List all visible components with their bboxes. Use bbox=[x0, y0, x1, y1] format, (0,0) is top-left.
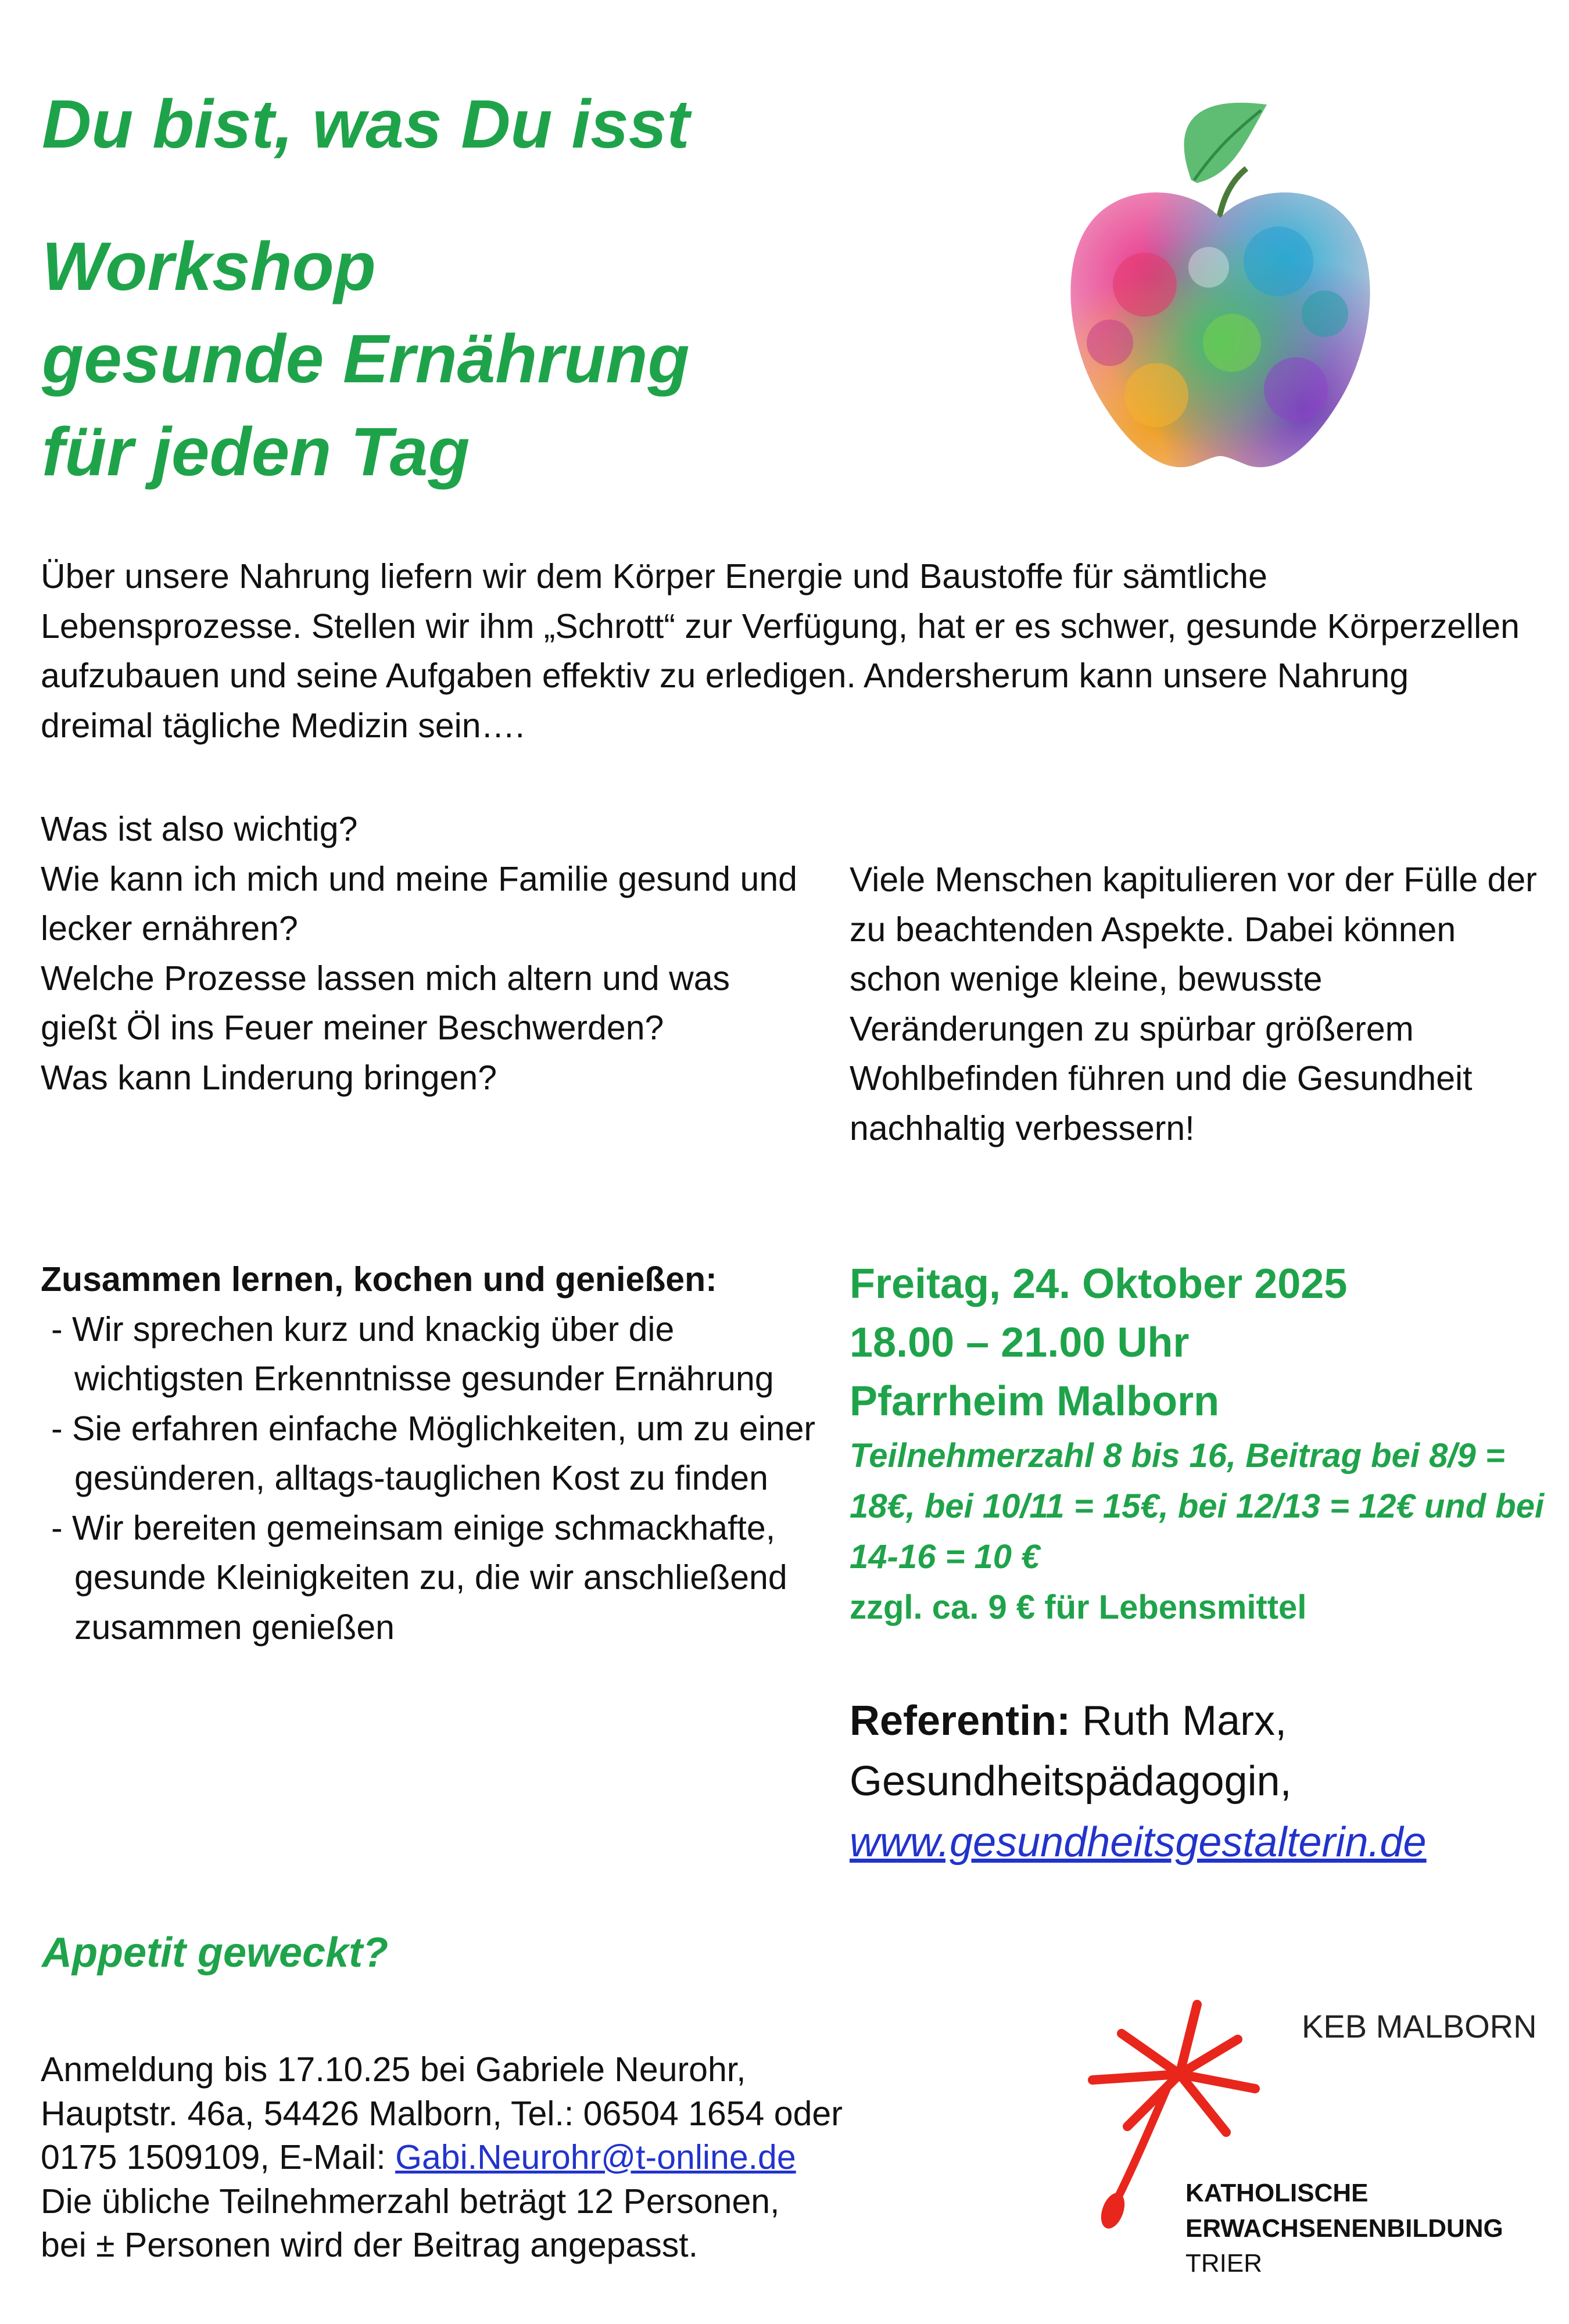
intro-paragraph: Über unsere Nahrung liefern wir dem Körper Energie und Baustoffe für sämtliche Lebensprozesse. Stellen wir ihm „Schrott“ zur Verfügung, hat er es schwer, gesunde Körperzellen aufzubauen und seine Aufgaben effektiv zu erledigen. Andersherum kann unsere Nahrung dreimal tägliche Medizin sein…. bbox=[41, 557, 1520, 745]
question-1: Was ist also wichtig? bbox=[41, 810, 358, 848]
email-link[interactable]: Gabi.Neurohr@t-online.de bbox=[395, 2138, 796, 2177]
organizer-line-2: ERWACHSENENBILDUNG bbox=[1185, 2214, 1503, 2243]
motivation-paragraph: Viele Menschen kapitulieren vor der Fülle der zu beachtenden Aspekte. Dabei können schon wenige kleine, bewusste Veränderungen zu spürbar größerem Wohlbefinden führen und die Gesundheit nachhaltig verbessern! bbox=[850, 860, 1537, 1147]
registration-block bbox=[41, 2048, 1029, 2268]
subtitle-line-1: Workshop bbox=[42, 228, 376, 305]
question-3: Welche Prozesse lassen mich altern und was gießt Öl ins Feuer meiner Beschwerden? bbox=[41, 959, 730, 1048]
content-heading: Zusammen lernen, kochen und genießen: bbox=[41, 1260, 717, 1299]
registration-line-1: Anmeldung bis 17.10.25 bei Gabriele Neurohr, bbox=[41, 2050, 746, 2089]
registration-line-4: Die übliche Teilnehmerzahl beträgt 12 Personen, bbox=[41, 2182, 780, 2221]
content-item-1: - Wir sprechen kurz und knackig über die wichtigsten Erkenntnisse gesunder Ernährung bbox=[51, 1310, 774, 1398]
registration-line-2: Hauptstr. 46a, 54426 Malborn, Tel.: 06504 1654 oder bbox=[41, 2094, 843, 2133]
organizer-line-1: KATHOLISCHE bbox=[1185, 2179, 1369, 2207]
event-place: Pfarrheim Malborn bbox=[850, 1378, 1220, 1425]
workshop-subtitle bbox=[42, 221, 690, 498]
speaker-name: Ruth Marx, bbox=[1082, 1698, 1287, 1744]
questions-column bbox=[41, 805, 814, 1103]
speaker-website-link[interactable]: www.gesundheitsgestalterin.de bbox=[850, 1819, 1427, 1866]
event-time: 18.00 – 21.00 Uhr bbox=[850, 1319, 1190, 1366]
speaker-block bbox=[850, 1691, 1564, 1873]
workshop-content-list bbox=[41, 1255, 819, 1652]
event-food-cost: zzgl. ca. 9 € für Lebensmittel bbox=[850, 1588, 1307, 1627]
organizer-block bbox=[1185, 2176, 1503, 2282]
content-item-2: - Sie erfahren einfache Möglichkeiten, um zu einer gesünderen, alltags-tauglichen Kost zu finden bbox=[51, 1409, 816, 1498]
appetit-heading: Appetit geweckt? bbox=[42, 1930, 389, 1976]
registration-line-3: 0175 1509109, E-Mail: bbox=[41, 2138, 396, 2177]
speaker-role: Gesundheitspädagogin, bbox=[850, 1758, 1292, 1805]
question-2: Wie kann ich mich und meine Familie gesund und lecker ernähren? bbox=[41, 859, 797, 948]
organizer-line-3: TRIER bbox=[1185, 2249, 1262, 2278]
watercolor-apple-image bbox=[1058, 93, 1383, 488]
event-details bbox=[850, 1255, 1547, 1633]
keb-malborn-label: KEB MALBORN bbox=[1302, 2008, 1537, 2045]
content-item-3: - Wir bereiten gemeinsam einige schmackhafte, gesunde Kleinigkeiten zu, die wir anschließend zusammen genießen bbox=[51, 1508, 787, 1647]
registration-line-5: bei ± Personen wird der Beitrag angepasst. bbox=[41, 2226, 698, 2265]
event-date: Freitag, 24. Oktober 2025 bbox=[850, 1261, 1348, 1307]
subtitle-line-3: für jeden Tag bbox=[42, 413, 470, 490]
event-fee: Teilnehmerzahl 8 bis 16, Beitrag bei 8/9 = 18€, bei 10/11 = 15€, bei 12/13 = 12€ und bei 14-16 = 10 € bbox=[850, 1437, 1545, 1576]
subtitle-line-2: gesunde Ernährung bbox=[42, 321, 690, 398]
main-title: Du bist, was Du isst bbox=[42, 86, 690, 163]
question-4: Was kann Linderung bringen? bbox=[41, 1058, 497, 1097]
speaker-label: Referentin: bbox=[850, 1698, 1071, 1744]
